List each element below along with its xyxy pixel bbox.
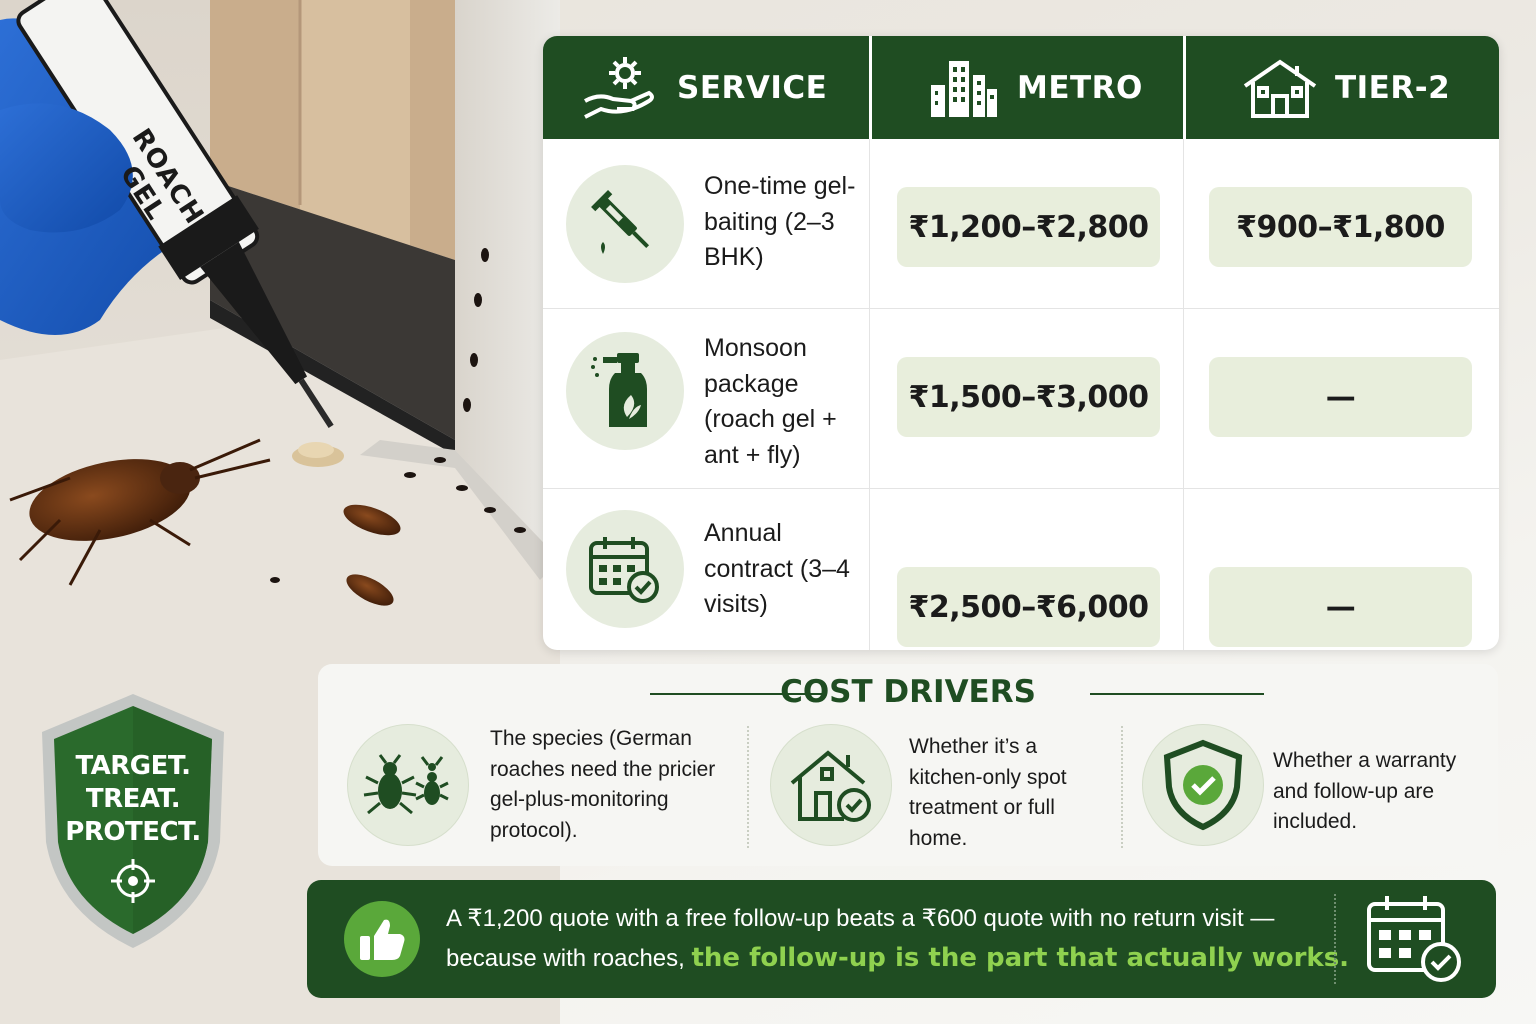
- pricing-table: [543, 36, 1499, 650]
- house-icon: [1243, 58, 1317, 118]
- header-tier2-label: TIER-2: [1335, 69, 1451, 106]
- header-divider: [1183, 36, 1186, 139]
- metro-price: ₹1,200–₹2,800: [897, 187, 1160, 267]
- cost-drivers-title: COST DRIVERS: [780, 674, 1036, 710]
- gel-syringe-icon: [566, 165, 684, 283]
- protection-shield-badge: [38, 692, 228, 950]
- table-header: [543, 36, 1499, 139]
- cost-driver-text: Whether it’s a kitchen-only spot treatment or full home.: [909, 735, 1067, 850]
- calendar-check-icon: [566, 510, 684, 628]
- calendar-check-icon: [1365, 894, 1465, 989]
- tube-label: ROACH GEL: [113, 123, 210, 231]
- header-tier2: [1243, 36, 1450, 139]
- title-rule: [1090, 693, 1264, 695]
- takeaway-banner: [307, 880, 1496, 998]
- cost-driver-text: Whether a warranty and follow-up are included.: [1273, 749, 1457, 833]
- header-service: [583, 36, 827, 139]
- header-metro: [929, 36, 1143, 139]
- table-row: [543, 139, 1499, 308]
- banner-text-line-1: A ₹1,200 quote with a free follow-up beats a ₹600 quote with no return visit —: [446, 905, 1275, 932]
- header-service-label: SERVICE: [677, 69, 828, 106]
- tier2-price: —: [1209, 567, 1472, 647]
- cost-drivers-panel: [318, 664, 1498, 866]
- shield-slogan: [38, 750, 228, 849]
- driver-divider: [747, 726, 749, 848]
- table-row: [543, 309, 1499, 488]
- cost-driver-text: The species (German roaches need the pricier gel-plus-monitoring protocol).: [490, 727, 716, 842]
- shield-line-2: TREAT.: [85, 784, 181, 814]
- shield-check-icon: [1142, 724, 1264, 846]
- crosshair-icon: [110, 858, 156, 904]
- metro-price: ₹1,500–₹3,000: [897, 357, 1160, 437]
- thumbs-up-icon: [344, 901, 420, 977]
- city-buildings-icon: [929, 57, 999, 119]
- driver-divider: [1121, 726, 1123, 848]
- banner-text-prefix: because with roaches,: [446, 945, 685, 972]
- insects-icon: [347, 724, 469, 846]
- shield-line-3: PROTECT.: [65, 817, 201, 847]
- tier2-price: —: [1209, 357, 1472, 437]
- banner-highlight: the follow-up is the part that actually works.: [691, 943, 1350, 973]
- service-label: One-time gel-baiting (2–3 BHK): [704, 172, 856, 271]
- house-check-icon: [770, 724, 892, 846]
- banner-text-line-2: [446, 943, 1349, 973]
- tier2-price: ₹900–₹1,800: [1209, 187, 1472, 267]
- table-row: [543, 489, 1499, 650]
- hand-gear-icon: [583, 55, 659, 121]
- service-label: Monsoon package (roach gel + ant + fly): [704, 334, 837, 469]
- header-divider: [869, 36, 872, 139]
- banner-divider: [1334, 894, 1336, 984]
- service-label: Annual contract (3–4 visits): [704, 519, 850, 618]
- spray-bottle-icon: [566, 332, 684, 450]
- header-metro-label: METRO: [1017, 69, 1143, 106]
- metro-price: ₹2,500–₹6,000: [897, 567, 1160, 647]
- shield-line-1: TARGET.: [75, 751, 191, 781]
